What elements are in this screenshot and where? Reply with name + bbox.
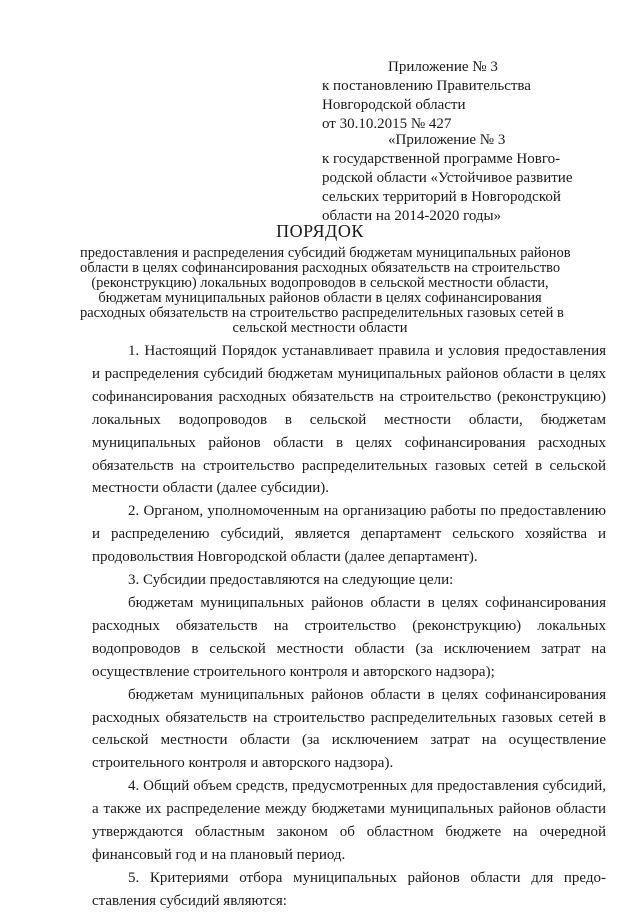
appendix-header-primary — [322, 58, 592, 134]
appendix-line: родской области «Устойчивое развитие — [322, 170, 573, 186]
paragraph: 5. Критериями отбора муниципальных районов области для предо-ставления субсидий являются: — [92, 869, 606, 909]
appendix-line: к постановлению Правительства — [322, 78, 531, 94]
paragraph: 2. Органом, уполномоченным на организацию работы по предоставлению и распределению субсидий, является департамент сельского хозяйства и продовольствия Новгородской области (далее департамент). — [92, 503, 606, 566]
document-subtitle — [80, 245, 571, 336]
subtitle-line: расходных обязательств на строительство распределительных газовых сетей в — [80, 305, 564, 321]
paragraph: бюджетам муниципальных районов области в целях софинансирования расходных обязательств на строительство распределительных газовых сетей в сельской местности области (за исключением затрат на осуществление строительного контроля и авторского надзора). — [92, 686, 606, 772]
subtitle-line: бюджетам муниципальных районов области в целях софинансирования — [98, 290, 542, 306]
appendix-line: сельских территорий в Новгородской — [322, 189, 561, 205]
paragraph: 3. Субсидии предоставляются на следующие цели: — [128, 572, 454, 589]
appendix-line: к государственной программе Новго- — [322, 151, 561, 167]
appendix-title: «Приложение № 3 — [388, 132, 506, 148]
appendix-line: от 30.10.2015 № 427 — [322, 116, 452, 132]
document-body — [92, 340, 606, 913]
document-title: ПОРЯДОК — [276, 221, 364, 241]
subtitle-line: области в целях софинансирования расходных обязательств на строительство — [80, 260, 561, 276]
paragraph: 4. Общий объем средств, предусмотренных для предоставления субсидий, а также их распределение между бюджетами муниципальных районов области утверждаются областным законом об областном бюджете на очередной финансовый год и на плановый период. — [92, 778, 606, 863]
appendix-title: Приложение № 3 — [388, 59, 498, 75]
paragraph: 1. Настоящий Порядок устанавливает правила и условия предоставления и распределения субсидий бюджетам муниципальных районов области в целях софинансирования расходных обязательств на строительство (реконструкцию) локальных водопроводов в сельской местности области, бюджетам муниципальных районов области в целях софинансирования расходных обязательств на строительство распределительных газовых сетей в сельской местности области (далее субсидии). — [92, 343, 606, 497]
appendix-line: области на 2014-2020 годы» — [322, 208, 502, 224]
subtitle-line: сельской местности области — [232, 320, 408, 336]
appendix-header-secondary — [322, 131, 592, 226]
subtitle-line: (реконструкцию) локальных водопроводов в сельской местности области, — [91, 275, 549, 291]
paragraph: бюджетам муниципальных районов области в целях софинансирования расходных обязательств на строительство (реконструкцию) локальных водопроводов в сельской местности области (за исключением затрат на осуществление строительного контроля и авторского надзора); — [92, 594, 606, 680]
appendix-line: Новгородской области — [322, 97, 466, 113]
subtitle-line: предоставления и распределения субсидий бюджетам муниципальных районов — [80, 245, 571, 261]
